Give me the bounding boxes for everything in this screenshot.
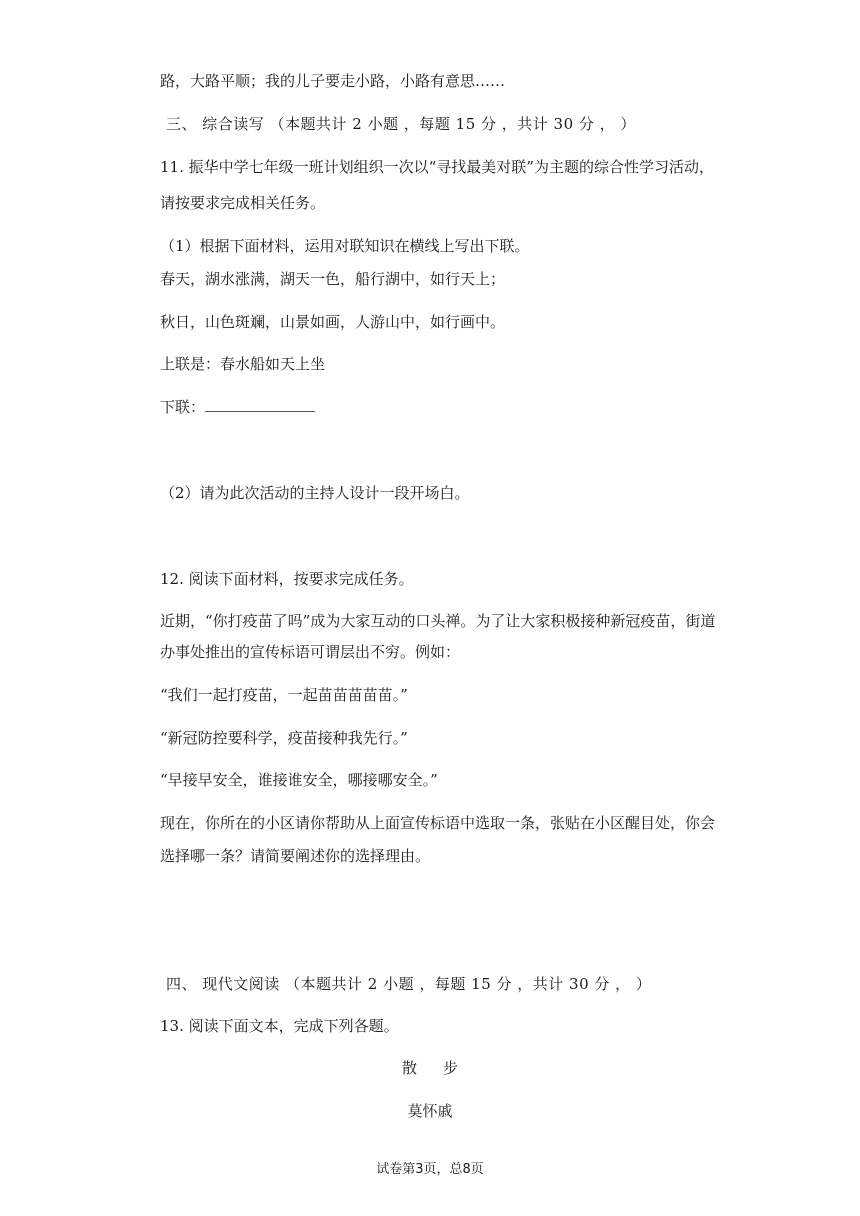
question-12-heading: 12. 阅读下面材料，按要求完成任务。 xyxy=(160,570,414,588)
question-11-line-1: 11. 振华中学七年级一班计划组织一次以“寻找最美对联”为主题的综合性学习活动， xyxy=(160,158,714,176)
question-11-line-2: 请按要求完成相关任务。 xyxy=(160,194,326,212)
section-heading-4: 四、 现代文阅读 （本题共计 2 小题 ，每题 15 分 ，共计 30 分 ， ） xyxy=(166,975,652,993)
first-couplet-line: 上联是：春水船如天上坐 xyxy=(160,355,326,373)
question-12-para-1-line-2: 办事处推出的宣传标语可谓层出不穷。例如： xyxy=(160,643,461,661)
material-line-2: 秋日，山色斑斓，山景如画，人游山中，如行画中。 xyxy=(160,313,506,331)
question-13-heading: 13. 阅读下面文本，完成下列各题。 xyxy=(160,1017,399,1035)
text-line: 路，大路平顺；我的儿子要走小路，小路有意思…… xyxy=(160,72,506,90)
second-couplet-line xyxy=(160,397,315,417)
slogan-1: “我们一起打疫苗，一起苗苗苗苗苗。” xyxy=(160,686,408,704)
answer-blank[interactable] xyxy=(205,397,315,412)
question-11-part-2: （2）请为此次活动的主持人设计一段开场白。 xyxy=(160,484,470,502)
article-title-row xyxy=(0,1058,860,1078)
page-footer: 试卷第3页，总8页 xyxy=(376,1162,484,1177)
article-author: 莫怀戚 xyxy=(407,1102,453,1120)
question-12-para-1-line-1: 近期，“你打疫苗了吗”成为大家互动的口头禅。为了让大家积极接种新冠疫苗，街道 xyxy=(160,612,716,630)
second-couplet-label: 下联： xyxy=(160,398,206,416)
section-heading-3: 三、 综合读写 （本题共计 2 小题 ，每题 15 分 ，共计 30 分 ， ） xyxy=(166,115,636,133)
question-12-para-2-line-2: 选择哪一条？请简要阐述你的选择理由。 xyxy=(160,847,431,865)
material-line-1: 春天，湖水涨满，湖天一色，船行湖中，如行天上； xyxy=(160,270,506,288)
slogan-2: “新冠防控要科学，疫苗接种我先行。” xyxy=(160,729,408,747)
slogan-3: “早接早安全，谁接谁安全，哪接哪安全。” xyxy=(160,771,438,789)
question-11-part-1: （1）根据下面材料，运用对联知识在横线上写出下联。 xyxy=(160,237,530,255)
question-12-para-2-line-1: 现在，你所在的小区请你帮助从上面宣传标语中选取一条，张贴在小区醒目处，你会 xyxy=(160,814,716,832)
article-title: 散步 xyxy=(401,1059,484,1077)
